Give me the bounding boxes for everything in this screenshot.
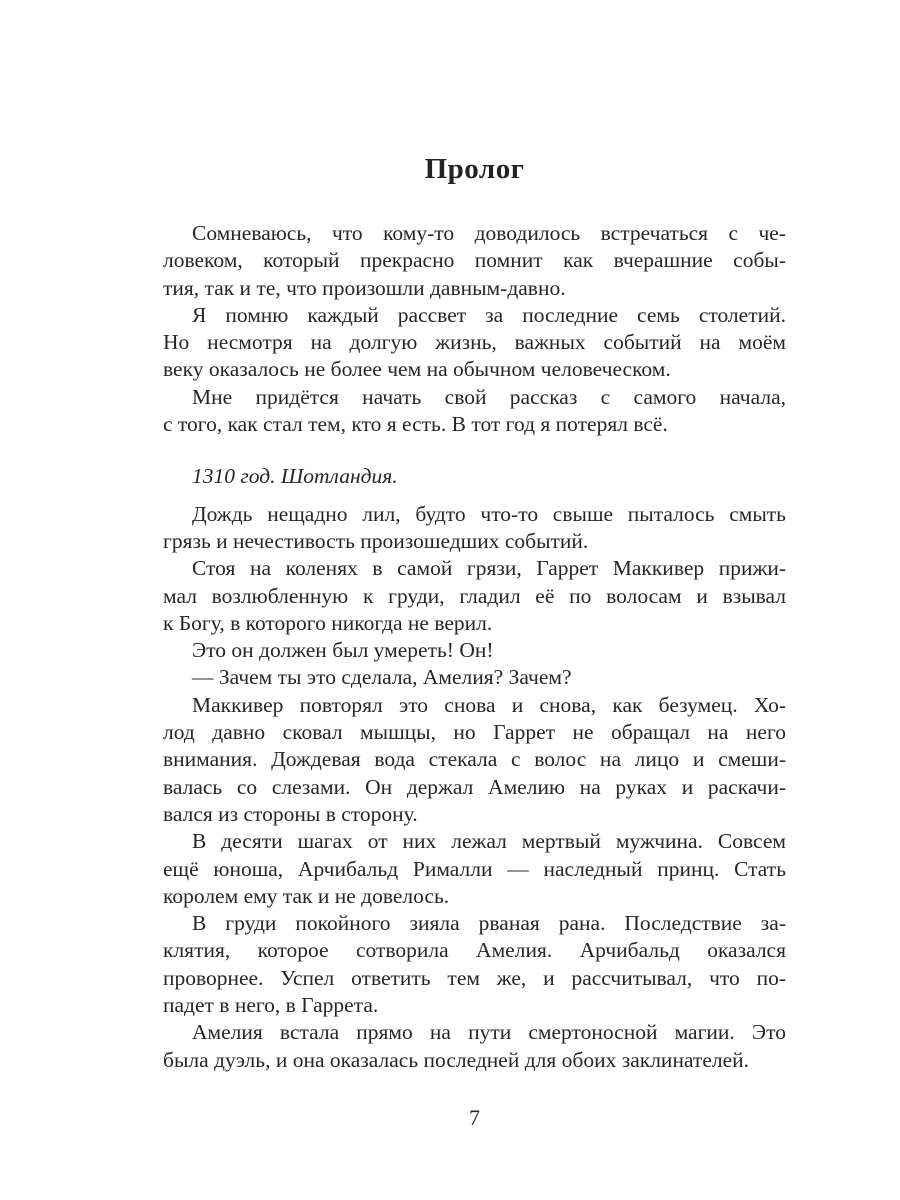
text-line: внимания. Дождевая вода стекала с волос на лицо и смеши- [163,747,786,772]
paragraph [163,302,786,384]
paragraph [163,220,786,302]
text-line: клятия, которое сотворила Амелия. Арчибальд оказался [163,938,786,963]
text-line: В груди покойного зияла рваная рана. Последствие за- [192,911,786,936]
text-line: лод давно сковал мышцы, но Гаррет не обращал на него [163,720,786,745]
paragraph [163,384,786,439]
text-line: грязь и нечестивость произошедших событий. [163,528,589,553]
text-line: с того, как стал тем, кто я есть. В тот год я потерял всё. [163,412,668,437]
text-line: веку оказалось не более чем на обычном человеческом. [163,357,671,382]
paragraph [163,664,786,691]
paragraph [163,692,786,828]
paragraph [163,555,786,637]
text-line: Мне придётся начать свой рассказ с самого начала, [192,384,786,409]
text-line: валась со слезами. Он держал Амелию на руках и раскачи- [163,774,786,799]
text-line: мал возлюбленную к груди, гладил её по волосам и взывал [163,583,786,608]
text-line: падет в него, в Гаррета. [163,993,379,1018]
text-line: Маккивер повторял это снова и снова, как безумец. Хо- [192,692,786,717]
text-line: ловеком, который прекрасно помнит как вчерашние собы- [163,248,786,273]
text-line: Стоя на коленях в самой грязи, Гаррет Маккивер прижи- [192,556,786,581]
text-line: В десяти шагах от них лежал мертвый мужчина. Совсем [192,829,786,854]
text-line: Сомневаюсь, что кому-то доводилось встречаться с че- [192,221,786,245]
text-line: королем ему так и не довелось. [163,883,450,908]
text-line: ещё юноша, Арчибальд Рималли — наследный принц. Стать [163,856,786,881]
text-line: вался из стороны в сторону. [163,801,418,826]
text-line: была дуэль, и она оказалась последней для обоих заклинателей. [163,1047,750,1072]
text-block [163,220,786,1074]
page-title: Пролог [424,153,525,185]
text-line: проворнее. Успел ответить тем же, и рассчитывал, что по- [163,965,786,990]
page [163,0,786,1200]
text-line: — Зачем ты это сделала, Амелия? Зачем? [192,665,572,690]
text-line: Я помню каждый рассвет за последние семь столетий. [192,302,786,327]
section-heading [163,463,786,490]
paragraph [163,910,786,1019]
paragraph [163,637,786,664]
text-line: Но несмотря на долгую жизнь, важных событий на моём [163,330,786,355]
page-number: 7 [469,1105,480,1130]
text-line: к Богу, в которого никогда не верил. [163,610,493,635]
text-line: Дождь нещадно лил, будто что-то свыше пыталось смыть [192,501,786,526]
text-line: тия, так и те, что произошли давным-давно. [163,275,566,300]
paragraph [163,1019,786,1074]
text-line: Это он должен был умереть! Он! [192,638,494,663]
text-line: Амелия встала прямо на пути смертоносной магии. Это [192,1020,786,1045]
paragraph [163,501,786,556]
paragraph [163,828,786,910]
text-line: 1310 год. Шотландия. [192,464,398,489]
